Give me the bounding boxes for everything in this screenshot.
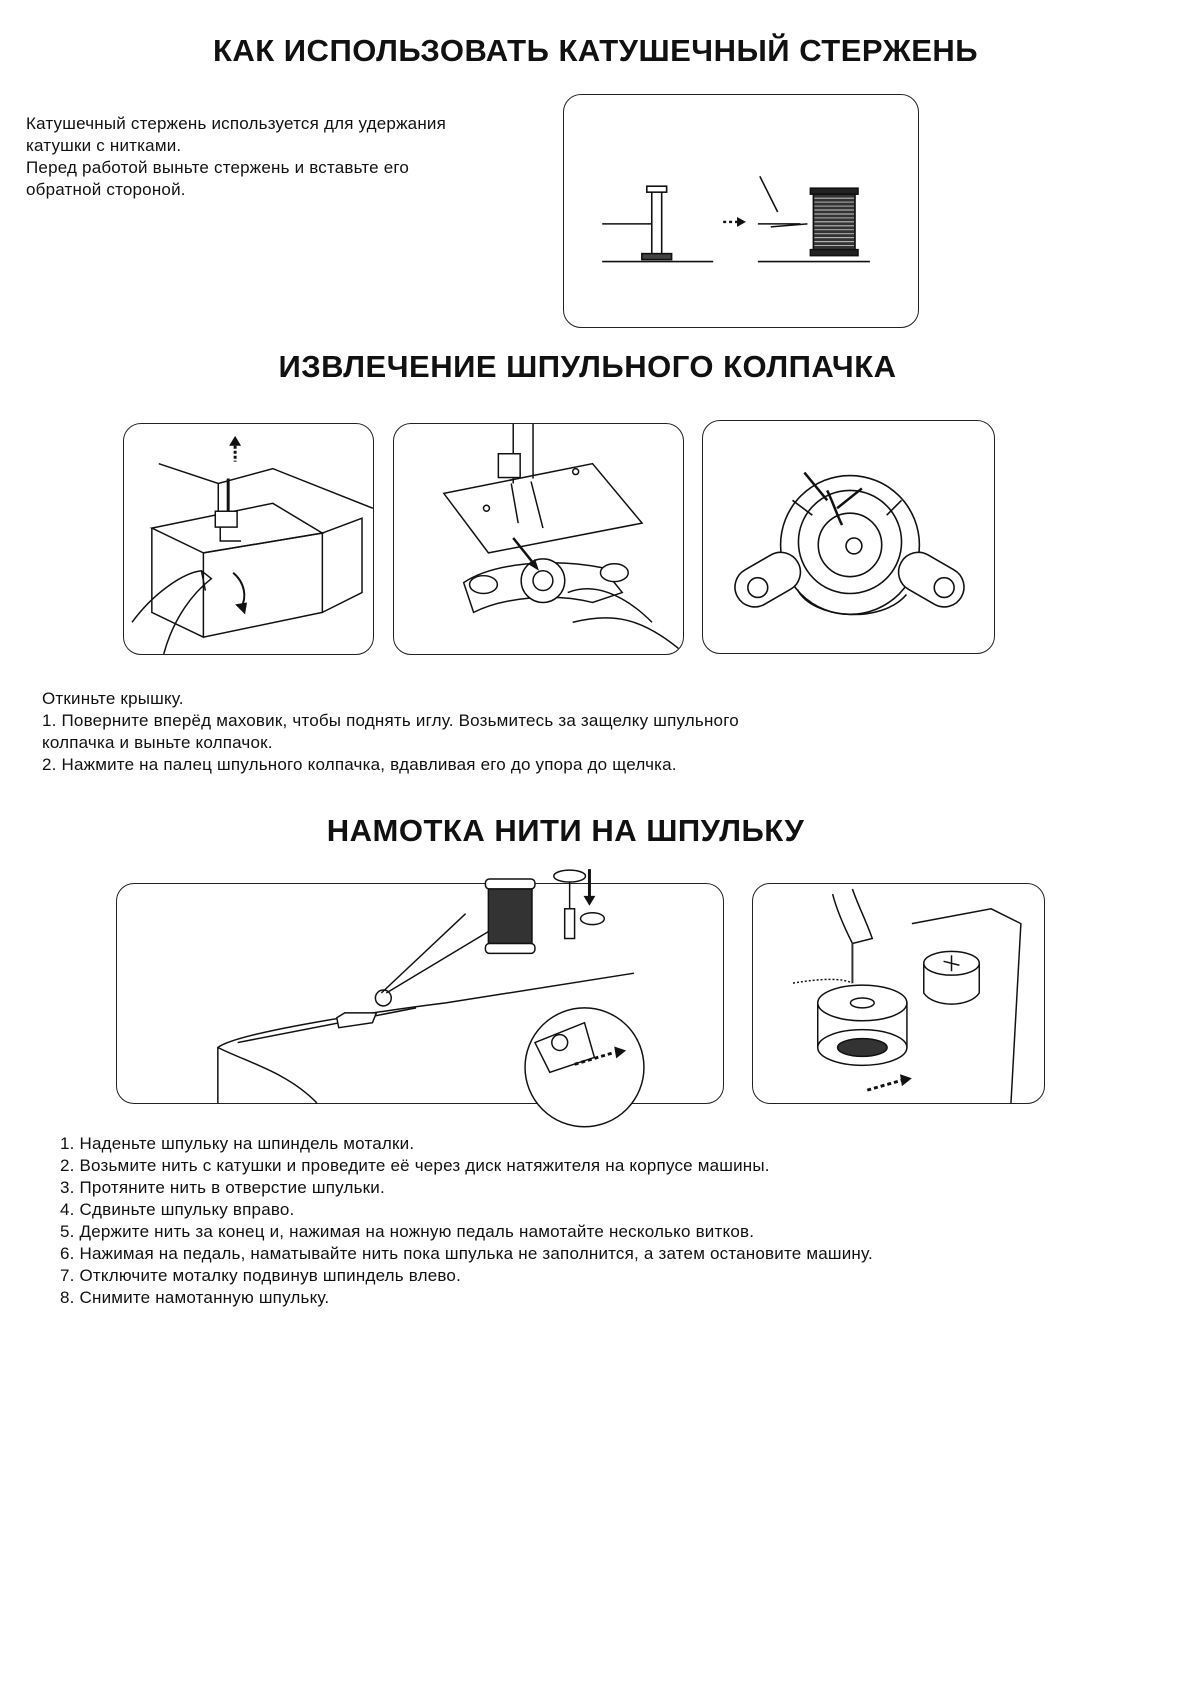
spool-pin-line-2: катушки с нитками. xyxy=(26,136,182,155)
winding-step-7: 7. Отключите моталку подвинув шпиндель влево. xyxy=(60,1266,461,1285)
winding-threading-drawing xyxy=(117,884,723,1103)
spool-pin-description xyxy=(26,113,446,201)
bobbin-case-line-2: 1. Поверните вперёд маховик, чтобы поднять иглу. Возьмитесь за защелку шпульного xyxy=(42,711,739,730)
winding-step-1: 1. Наденьте шпульку на шпиндель моталки. xyxy=(60,1134,415,1153)
bobbin-case-latch-illustration xyxy=(702,420,995,654)
spool-pin-line-1: Катушечный стержень используется для удержания xyxy=(26,114,447,133)
spool-pin-illustration xyxy=(563,94,919,328)
bobbin-case-title: ИЗВЛЕЧЕНИЕ ШПУЛЬНОГО КОЛПАЧКА xyxy=(278,349,897,384)
open-cover-drawing xyxy=(124,424,373,654)
winding-step-5: 5. Держите нить за конец и, нажимая на ножную педаль намотайте несколько витков. xyxy=(60,1222,755,1241)
spool-pin-title: КАК ИСПОЛЬЗОВАТЬ КАТУШЕЧНЫЙ СТЕРЖЕНЬ xyxy=(212,33,979,68)
bobbin-case-line-4: 2. Нажмите на палец шпульного колпачка, вдавливая его до упора до щелчка. xyxy=(42,755,677,774)
bobbin-case-line-1: Откиньте крышку. xyxy=(42,689,184,708)
spool-pin-line-4: обратной стороной. xyxy=(26,180,186,199)
winding-step-8: 8. Снимите намотанную шпульку. xyxy=(60,1288,330,1307)
spool-pin-drawing xyxy=(564,95,918,327)
bobbin-winding-title: НАМОТКА НИТИ НА ШПУЛЬКУ xyxy=(326,813,805,848)
remove-bobbin-case-illustration xyxy=(393,423,684,655)
winding-step-4: 4. Сдвиньте шпульку вправо. xyxy=(60,1200,295,1219)
open-cover-illustration xyxy=(123,423,374,655)
winder-spindle-drawing xyxy=(753,884,1044,1103)
winding-threading-illustration xyxy=(116,883,724,1104)
remove-bobbin-case-drawing xyxy=(394,424,683,654)
spool-pin-line-3: Перед работой выньте стержень и вставьте его xyxy=(26,158,410,177)
bobbin-case-line-3: колпачка и выньте колпачок. xyxy=(42,733,273,752)
bobbin-winding-steps xyxy=(60,1133,873,1309)
bobbin-case-latch-drawing xyxy=(703,421,994,653)
winding-step-6: 6. Нажимая на педаль, наматывайте нить пока шпулька не заполнится, а затем остановите машину. xyxy=(60,1244,873,1263)
winding-step-2: 2. Возьмите нить с катушки и проведите её через диск натяжителя на корпусе машины. xyxy=(60,1156,770,1175)
bobbin-case-instructions xyxy=(42,688,739,776)
winding-step-3: 3. Протяните нить в отверстие шпульки. xyxy=(60,1178,385,1197)
winder-spindle-illustration xyxy=(752,883,1045,1104)
